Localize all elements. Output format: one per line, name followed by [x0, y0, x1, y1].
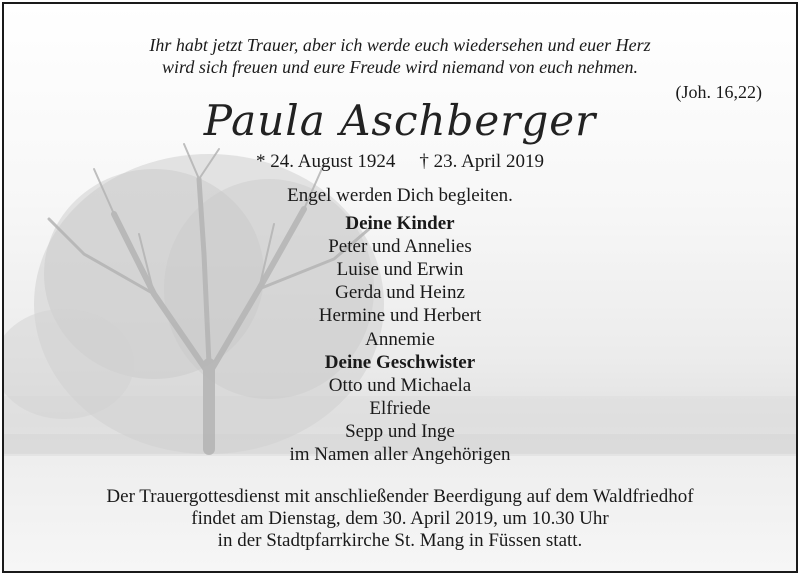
verse-line-2: wird sich freuen und eure Freude wird niemand von euch nehmen. [161, 57, 639, 77]
farewell-text: Engel werden Dich begleiten. [287, 185, 513, 206]
child-entry: Gerda und Heinz [335, 282, 465, 304]
closing-line: im Namen aller Angehörigen [289, 444, 511, 466]
sibling-entry: Sepp und Inge [345, 420, 455, 442]
mourners-list [4, 184, 796, 466]
siblings-heading: Deine Geschwister [324, 351, 476, 373]
funeral-service-info [4, 486, 796, 552]
children-heading: Deine Kinder [345, 213, 455, 235]
child-entry: Hermine und Herbert [318, 305, 482, 327]
death-date: † 23. April 2019 [419, 151, 544, 172]
obituary-card [2, 2, 798, 573]
service-line-1: Der Trauergottesdienst mit anschließender Beerdigung auf dem Waldfriedhof [106, 486, 694, 507]
life-dates [4, 150, 796, 174]
child-entry: Peter und Annelies [328, 236, 472, 258]
service-line-3: in der Stadtpfarrkirche St. Mang in Füssen statt. [217, 530, 583, 551]
verse-reference: (Joh. 16,22) [675, 82, 762, 102]
deceased-name: Paula Aschberger [203, 96, 597, 145]
service-line-2: findet am Dienstag, dem 30. April 2019, um 10.30 Uhr [191, 508, 609, 529]
bible-verse [4, 34, 796, 78]
sibling-entry: Otto und Michaela [328, 374, 472, 396]
verse-line-1: Ihr habt jetzt Trauer, aber ich werde euch wiedersehen und euer Herz [149, 35, 651, 55]
child-entry: Luise und Erwin [336, 259, 464, 281]
child-entry: Annemie [365, 328, 435, 350]
sibling-entry: Elfriede [369, 397, 431, 419]
birth-date: * 24. August 1924 [256, 151, 396, 172]
